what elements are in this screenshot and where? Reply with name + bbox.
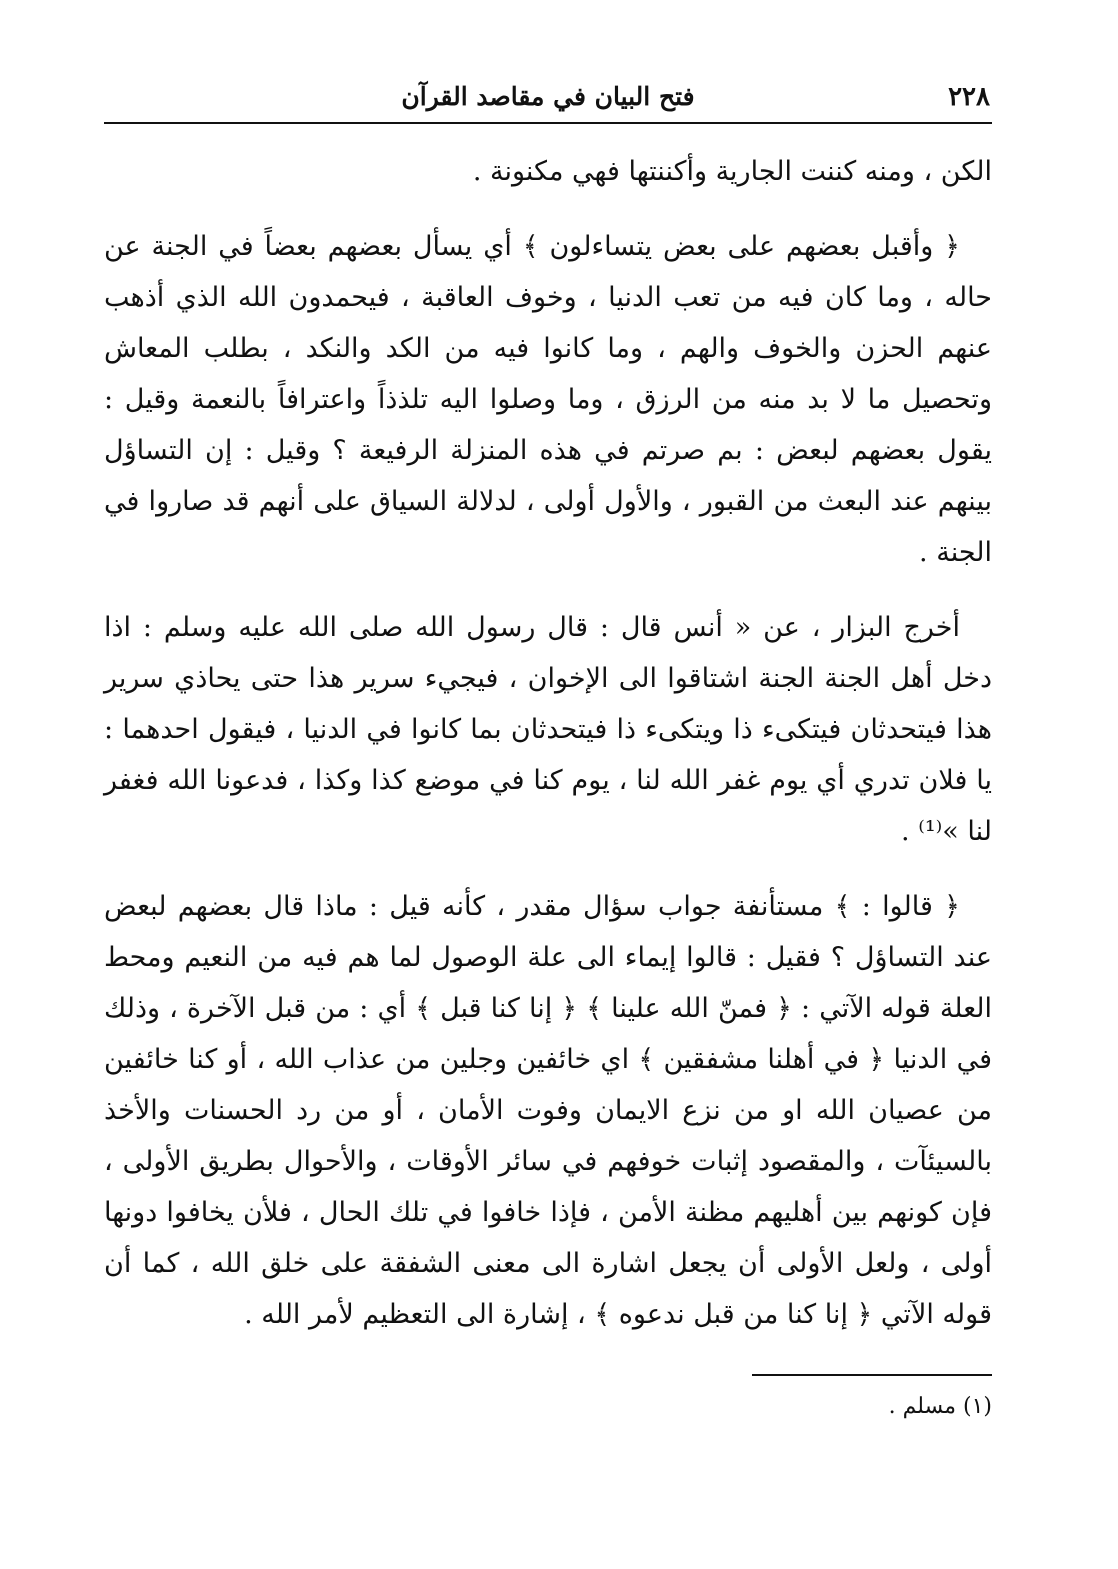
page-header bbox=[104, 70, 992, 124]
page-number: ٢٢٨ bbox=[948, 82, 990, 112]
book-page bbox=[104, 70, 992, 1419]
running-title: فتح البيان في مقاصد القرآن bbox=[401, 82, 695, 111]
paragraph-1: الكن ، ومنه كننت الجارية وأكننتها فهي مكنونة . bbox=[472, 156, 992, 187]
paragraph-3: أخرج البزار ، عن « أنس قال : قال رسول الله صلى الله عليه وسلم : اذا دخل أهل الجنة الجنة اشتاقوا الى الإخوان ، فيجيء سرير هذا حتى يحاذي سرير هذا فيتحدثان فيتكىء ذا ويتكىء ذا فيتحدثان بما كانوا في الدنيا ، فيقول احدهما : يا فلان تدري أي يوم غفر الله لنا ، يوم كنا في موضع كذا وكذا ، فدعونا الله فغفر لنا »⁽¹⁾ . bbox=[104, 612, 992, 847]
main-text bbox=[104, 146, 992, 1340]
paragraph-4: ﴿ قالوا : ﴾ مستأنفة جواب سؤال مقدر ، كأنه قيل : ماذا قال بعضهم لبعض عند التساؤل ؟ فقيل : قالوا إيماء الى علة الوصول لما هم فيه من النعيم ومحط العلة قوله الآتي : ﴿ فمنّ الله علينا ﴾ ﴿ إنا كنا قبل ﴾ أي : من قبل الآخرة ، وذلك في الدنيا ﴿ في أهلنا مشفقين ﴾ اي خائفين وجلين من عذاب الله ، أو كنا خائفين من عصيان الله او من نزع الايمان وفوت الأمان ، أو من رد الحسنات والأخذ بالسيئآت ، والمقصود إثبات خوفهم في سائر الأوقات ، والأحوال بطريق الأولى ، فإن كونهم بين أهليهم مظنة الأمن ، فإذا خافوا في تلك الحال ، فلأن يخافوا دونها أولى ، ولعل الأولى أن يجعل اشارة الى معنى الشفقة على خلق الله ، كما أن قوله الآتي ﴿ إنا كنا من قبل ندعوه ﴾ ، إشارة الى التعظيم لأمر الله . bbox=[104, 891, 992, 1330]
footnote-1: (١) مسلم . bbox=[888, 1394, 992, 1419]
footnote-divider bbox=[752, 1374, 992, 1376]
paragraph-2: ﴿ وأقبل بعضهم على بعض يتساءلون ﴾ أي يسأل بعضهم بعضاً في الجنة عن حاله ، وما كان فيه من تعب الدنيا ، وخوف العاقبة ، فيحمدون الله الذي أذهب عنهم الحزن والخوف والهم ، وما كانوا فيه من الكد والنكد ، بطلب المعاش وتحصيل ما لا بد منه من الرزق ، وما وصلوا اليه تلذذاً واعترافاً بالنعمة وقيل : يقول بعضهم لبعض : بم صرتم في هذه المنزلة الرفيعة ؟ وقيل : إن التساؤل بينهم عند البعث من القبور ، والأول أولى ، لدلالة السياق على أنهم قد صاروا في الجنة . bbox=[104, 231, 992, 568]
